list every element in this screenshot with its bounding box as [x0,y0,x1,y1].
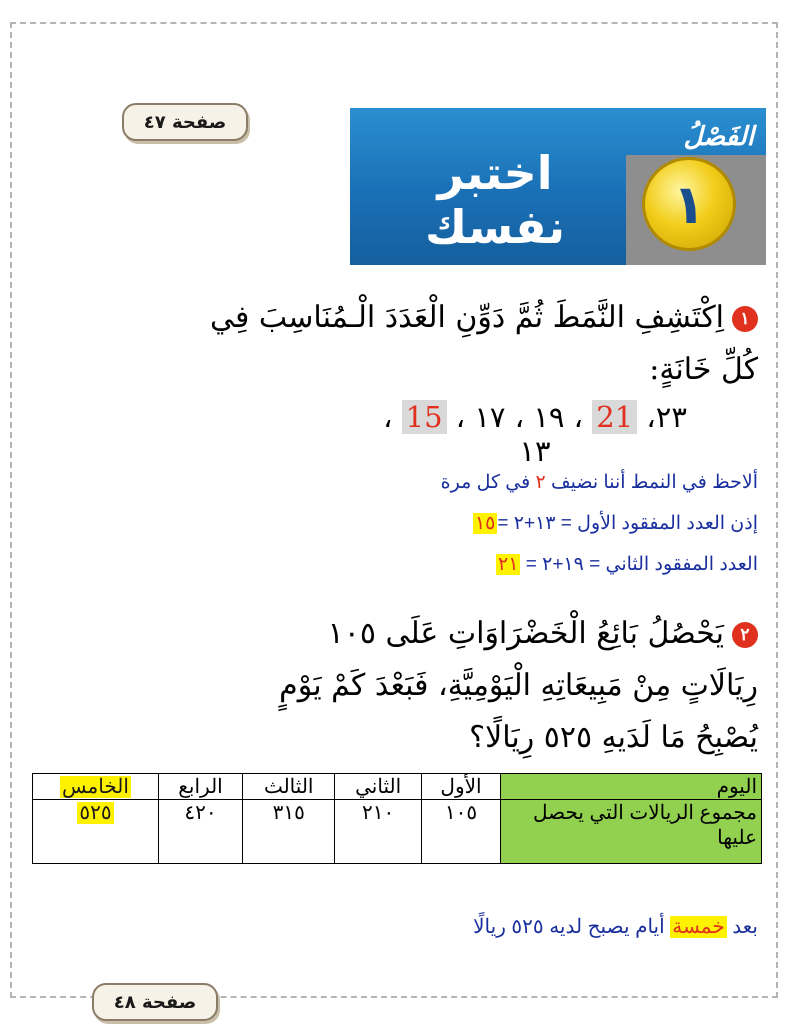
answer-table [32,773,762,864]
chapter-number-badge [642,157,736,251]
table-header-cell: الثاني [335,774,422,800]
note-line-1 [441,471,758,494]
table-cell [33,800,159,864]
table-header-row [33,774,762,800]
question-2-line-1: يَحْصُلُ بَائِعُ الْخَضْرَاوَاتِ عَلَى ١٠٥ [327,616,724,651]
highlighted-value: ٥٢٥ [79,802,112,824]
chapter-banner [350,108,766,265]
page-number-text-bottom: صفحة ٤٨ [113,991,197,1013]
table-cell: ١٠٥ [421,800,500,864]
table-cell: ٤٢٠ [158,800,242,864]
note-1-text-a: ألاحظ في النمط أننا نضيف [545,472,758,493]
table-header-cell: الثالث [243,774,335,800]
table-cell: ٣١٥ [243,800,335,864]
question-number-2: ٢ [732,622,758,648]
conclusion [473,914,758,939]
question-2 [279,608,758,764]
note-1-text-b: في كل مرة [440,472,536,493]
banner-title: اختبر نفسك [424,146,566,254]
page-number-tag-bottom [92,983,218,1021]
conclusion-text-a: بعد [726,916,758,938]
sequence-part-b: ، ١٩ ، ١٧ ، [446,400,593,434]
conclusion-highlight: خمسة [672,916,725,938]
sequence-answer-2: 15 [402,400,447,434]
number-sequence [380,400,690,468]
question-1 [210,292,758,396]
table-header-cell [33,774,159,800]
note-2-text: إذن العدد المفقود الأول = ١٣+٢ = [497,513,758,534]
conclusion-text-b: أيام يصبح لديه ٥٢٥ ريالًا [473,916,671,938]
question-number-1: ١ [732,306,758,332]
highlighted-header: الخامس [62,776,129,798]
question-2-line-3: يُصْبِحُ مَا لَدَيهِ ٥٢٥ رِيَالًا؟ [469,720,758,755]
table-row [33,800,762,864]
note-3-text: العدد المفقود الثاني = ١٩+٢ = [520,554,758,575]
question-2-line-2: رِيَالَاتٍ مِنْ مَبِيعَاتِهِ الْيَوْمِيَّةِ، فَبَعْدَ كَمْ يَوْمٍ [279,668,758,703]
sequence-answer-1: 21 [592,400,637,434]
chapter-label: الفَصْلُ [683,122,754,152]
page-number-text: صفحة ٤٧ [143,111,227,133]
note-line-3 [496,553,758,576]
table-header-cell: الرابع [158,774,242,800]
note-2-answer: ١٥ [474,513,496,534]
note-line-2 [473,512,758,535]
sequence-part-c: ، ١٣ [383,400,551,468]
note-3-answer: ٢١ [498,554,519,575]
sequence-part-a: ٢٣، [637,400,687,434]
table-cell: ٢١٠ [335,800,422,864]
question-1-line-1: اِكْتَشِفِ النَّمَطَ ثُمَّ دَوِّنِ الْعَدَدَ الْـمُنَاسِبَ فِي [209,300,724,335]
question-1-line-2: كُلِّ خَانَةٍ: [649,352,758,387]
table-header-cell: الأول [421,774,500,800]
table-header-cell: اليوم [501,774,762,800]
note-1-number: ٢ [535,472,546,493]
page-number-tag [122,103,248,141]
table-row-label: مجموع الريالات التي يحصل عليها [501,800,762,864]
chapter-number: ١ [672,172,706,236]
